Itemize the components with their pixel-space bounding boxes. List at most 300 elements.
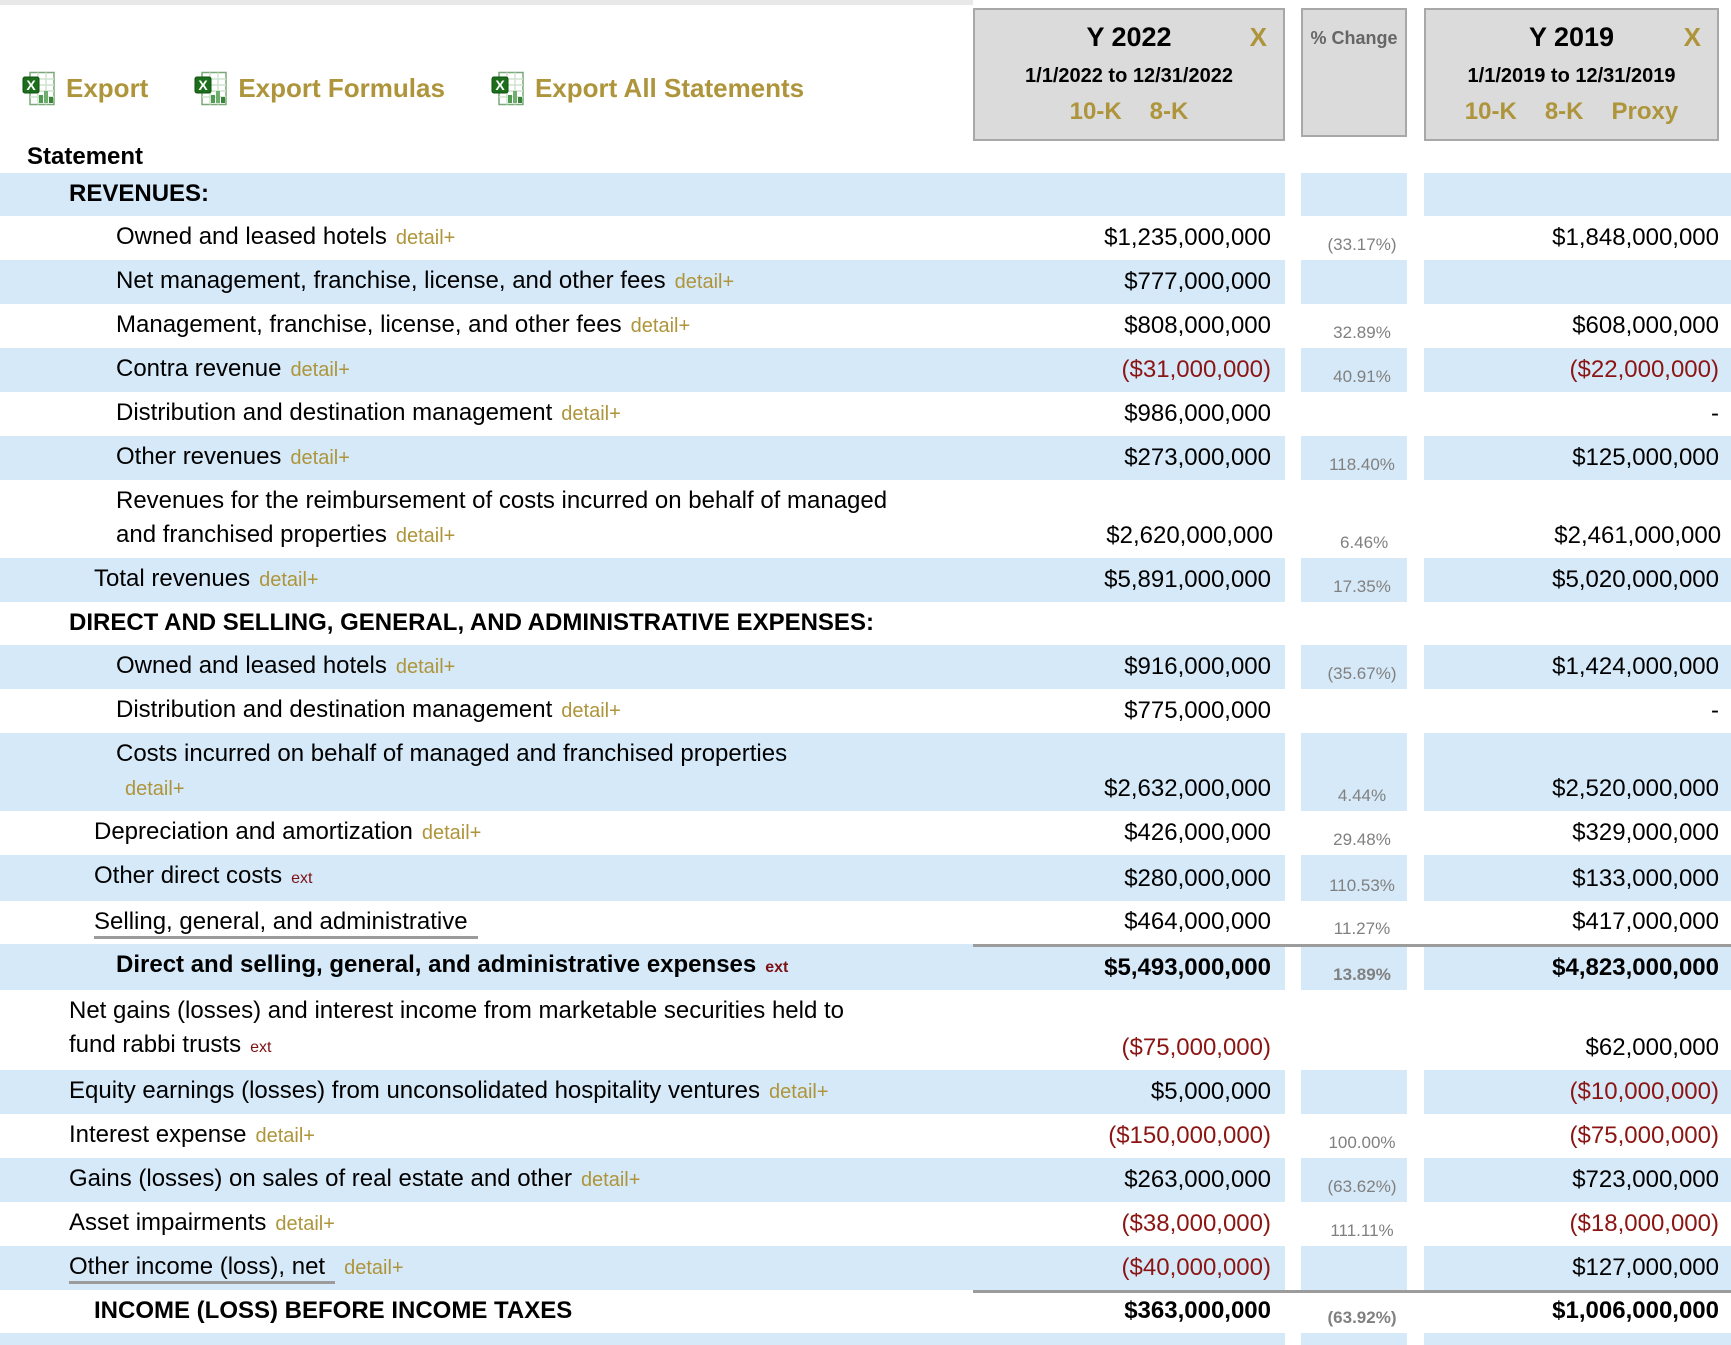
row-label: Total revenues (94, 565, 251, 592)
value-2022: $1,235,000,000 (1104, 224, 1271, 251)
row-label: Gains (losses) on sales of real estate and other (69, 1165, 572, 1192)
value-2019: $5,020,000,000 (1552, 566, 1719, 593)
statement-row (0, 173, 1731, 216)
row-label-cell (0, 1202, 973, 1246)
row-label-line (116, 396, 885, 431)
statement-row (0, 811, 1731, 855)
value-2019: $133,000,000 (1572, 865, 1719, 892)
value-2019-cell (1424, 855, 1731, 901)
row-label-line (116, 518, 887, 553)
value-2022: $426,000,000 (1124, 819, 1271, 846)
export-button[interactable] (22, 70, 148, 107)
value-2019: ($22,000,000) (1569, 356, 1719, 383)
detail-link[interactable]: detail+ (125, 778, 185, 800)
value-2019-cell (1424, 1158, 1731, 1202)
row-label: fund rabbi trusts (69, 1031, 242, 1058)
column-gap (1285, 173, 1301, 216)
row-label-line (69, 1206, 885, 1241)
row-label-cell (0, 1158, 973, 1202)
column-gap (1285, 602, 1301, 645)
pct-change: (63.62%) (1327, 1177, 1397, 1196)
pct-change: 6.46% (1339, 533, 1389, 552)
filing-link-10k[interactable]: 10-K (1464, 98, 1517, 125)
row-label-cell (0, 480, 975, 558)
column-gap (1285, 304, 1301, 348)
detail-link[interactable]: detail+ (769, 1081, 829, 1103)
column-gap (1407, 1114, 1424, 1158)
value-2019-cell (1424, 348, 1731, 392)
value-2019: $1,006,000,000 (1552, 1297, 1719, 1324)
value-2022-cell (973, 1158, 1285, 1202)
statement-row (0, 436, 1731, 480)
value-2019: $417,000,000 (1572, 908, 1719, 935)
value-2019-cell (1424, 990, 1731, 1070)
value-2019-cell (1424, 260, 1731, 304)
value-2019-cell (1424, 1246, 1731, 1290)
column-gap (1285, 216, 1301, 260)
pct-change: 17.35% (1333, 577, 1391, 596)
period-column-box (973, 8, 1285, 141)
excel-icon (22, 70, 56, 107)
row-label-cell (0, 944, 973, 990)
value-2022-cell (973, 990, 1285, 1070)
row-label-cell (0, 1114, 973, 1158)
value-2019: - (1711, 400, 1719, 427)
column-gap (1285, 558, 1301, 602)
pct-change: 100.00% (1328, 1133, 1396, 1152)
row-label-line (69, 606, 885, 640)
row-label-line (69, 1162, 885, 1197)
statement-row (0, 558, 1731, 602)
column-gap (1407, 1202, 1424, 1246)
row-label-cell (0, 304, 973, 348)
value-2022-cell (973, 348, 1285, 392)
detail-link[interactable]: detail+ (395, 227, 456, 249)
value-2019: $2,461,000,000 (1554, 522, 1722, 549)
detail-link[interactable]: detail+ (290, 447, 350, 469)
value-2022: $2,620,000,000 (1106, 522, 1274, 549)
statement-table-body (0, 173, 1731, 1345)
next-row-partial (0, 1333, 1731, 1345)
column-gap (1407, 260, 1424, 304)
row-label: Owned and leased hotels (116, 652, 387, 679)
row-label-line (116, 220, 885, 255)
column-gap (1285, 1246, 1301, 1290)
row-label: Interest expense (69, 1121, 247, 1148)
export-label: Export (66, 72, 149, 103)
filing-link-8k[interactable]: 8-K (1149, 98, 1189, 125)
column-gap (1407, 1290, 1424, 1333)
value-2019: $329,000,000 (1572, 819, 1719, 846)
row-label-line (69, 1250, 885, 1285)
filing-link-proxy[interactable]: Proxy (1611, 98, 1679, 125)
column-gap (1407, 304, 1424, 348)
svg-text:X: X (198, 76, 209, 93)
column-gap (1407, 1246, 1424, 1290)
column-gap (1285, 944, 1301, 990)
pct-change-cell (1301, 392, 1407, 436)
column-gap (1285, 436, 1301, 480)
svg-text:X: X (26, 76, 36, 93)
filing-link-8k[interactable]: 8-K (1544, 98, 1584, 125)
pct-change-cell (1301, 1202, 1407, 1246)
value-2019-cell (1424, 602, 1731, 645)
ext-link[interactable]: ext (291, 870, 313, 887)
value-2022-cell (973, 1246, 1285, 1290)
value-2022-cell (973, 1070, 1285, 1114)
detail-link[interactable]: detail+ (290, 359, 350, 381)
pct-change: 13.89% (1333, 965, 1391, 984)
column-gap (1407, 733, 1424, 811)
column-gap (1407, 811, 1424, 855)
pct-change-cell (1301, 216, 1407, 260)
pct-change-cell (1301, 1070, 1407, 1114)
export-label: Export Formulas (238, 72, 445, 103)
statement-row (0, 260, 1731, 304)
value-2022: $808,000,000 (1124, 312, 1271, 339)
column-gap (1407, 990, 1424, 1070)
excel-icon (194, 70, 228, 107)
pct-change: 40.91% (1333, 367, 1391, 386)
value-2022: ($75,000,000) (1121, 1034, 1271, 1061)
value-2019: $1,848,000,000 (1552, 224, 1719, 251)
row-label-cell (0, 602, 973, 645)
detail-link[interactable]: detail+ (561, 403, 621, 425)
column-gap (1285, 392, 1301, 436)
value-2019-cell (1424, 811, 1731, 855)
row-label: Equity earnings (losses) from unconsolidated hospitality ventures (69, 1077, 761, 1104)
next-row-cell (973, 1333, 1285, 1345)
pct-change: 29.48% (1333, 830, 1391, 849)
row-label-cell (0, 260, 973, 304)
detail-link[interactable]: detail+ (561, 700, 621, 722)
column-gap (1407, 1070, 1424, 1114)
pct-change-cell (1301, 811, 1407, 855)
pct-change-cell (1301, 260, 1407, 304)
statement-section-label: Statement (27, 143, 144, 170)
pct-change: 32.89% (1333, 323, 1391, 342)
column-period-y2022: 1/1/2022 to 12/31/2022 (1025, 65, 1233, 87)
value-2022: $2,632,000,000 (1104, 775, 1271, 802)
pct-change-cell (1301, 990, 1407, 1070)
row-label-line (69, 1074, 885, 1109)
value-2022-cell (973, 304, 1285, 348)
row-label-cell (0, 990, 973, 1070)
row-label-line (94, 815, 885, 850)
column-gap (1287, 480, 1303, 558)
row-label-line (116, 264, 885, 299)
value-2019: $723,000,000 (1572, 1166, 1719, 1193)
value-2022: $5,891,000,000 (1104, 566, 1271, 593)
column-gap (1407, 216, 1424, 260)
row-label: REVENUES: (69, 180, 210, 207)
value-2022-cell (973, 602, 1285, 645)
svg-text:X: X (495, 76, 505, 93)
value-2019: $4,823,000,000 (1552, 954, 1719, 981)
pct-change-cell (1301, 901, 1407, 944)
statement-row (0, 1202, 1731, 1246)
column-gap (1409, 480, 1426, 558)
row-label-cell (0, 855, 973, 901)
export-label: Export All Statements (534, 72, 805, 103)
filing-links-2022 (975, 98, 1283, 126)
value-2019-cell (1424, 436, 1731, 480)
value-2022-cell (973, 645, 1285, 689)
pct-change-cell (1301, 348, 1407, 392)
row-label: INCOME (LOSS) BEFORE INCOME TAXES (94, 1297, 573, 1324)
row-label: Costs incurred on behalf of managed and franchised properties (116, 740, 788, 767)
column-period-y2019: 1/1/2019 to 12/31/2019 (1467, 65, 1676, 87)
row-label: and franchised properties (116, 521, 387, 548)
value-2022-cell (973, 392, 1285, 436)
value-2019-cell (1424, 1114, 1731, 1158)
value-2022-cell (973, 944, 1285, 990)
column-gap (1285, 1158, 1301, 1202)
row-label: Asset impairments (69, 1209, 267, 1236)
export-formulas-button[interactable] (194, 70, 445, 107)
row-label: Owned and leased hotels (116, 223, 387, 250)
row-label-line (69, 994, 885, 1028)
detail-link[interactable]: detail+ (395, 525, 456, 547)
ext-link[interactable]: ext (250, 1039, 272, 1056)
value-2019-cell (1424, 1202, 1731, 1246)
detail-link[interactable]: detail+ (580, 1169, 641, 1191)
pct-change: 11.27% (1333, 919, 1391, 938)
value-2019-cell (1424, 1070, 1731, 1114)
detail-link[interactable]: detail+ (344, 1257, 404, 1279)
column-gap (1407, 855, 1424, 901)
value-2019-cell (1424, 944, 1731, 990)
column-title-y2019: Y 2019 (1528, 22, 1615, 52)
statement-row (0, 944, 1731, 990)
export-all-statements-button[interactable] (491, 70, 804, 107)
next-row-cell (1285, 1333, 1301, 1345)
value-2019-cell (1424, 645, 1731, 689)
detail-link[interactable]: detail+ (255, 1125, 315, 1147)
statement-row (0, 733, 1731, 811)
row-label: Contra revenue (116, 355, 282, 382)
detail-link[interactable]: detail+ (421, 822, 482, 844)
column-gap (1285, 1202, 1301, 1246)
detail-link[interactable]: detail+ (259, 569, 319, 591)
value-2022: $363,000,000 (1124, 1297, 1271, 1324)
detail-link[interactable]: detail+ (395, 656, 456, 678)
value-2019: $127,000,000 (1572, 1254, 1719, 1281)
close-column-icon[interactable]: X (1249, 22, 1267, 52)
row-label-line (69, 1028, 885, 1065)
next-row-cell (1407, 1333, 1424, 1345)
pct-change-cell (1303, 480, 1409, 558)
value-2022-cell (973, 260, 1285, 304)
pct-change-column-box (1301, 8, 1407, 137)
value-2022: $280,000,000 (1124, 865, 1271, 892)
value-2019-cell (1424, 733, 1731, 811)
column-gap (1407, 689, 1424, 733)
column-gap (1407, 173, 1424, 216)
pct-change-cell (1301, 558, 1407, 602)
detail-link[interactable]: detail+ (674, 271, 735, 293)
row-label-line (116, 693, 885, 728)
column-gap (1285, 1114, 1301, 1158)
value-2022: $263,000,000 (1124, 1166, 1271, 1193)
column-gap (1407, 348, 1424, 392)
column-header-y2022 (973, 5, 1285, 141)
statement-row (0, 1158, 1731, 1202)
value-2022: $916,000,000 (1124, 653, 1271, 680)
value-2019: ($18,000,000) (1569, 1210, 1719, 1237)
row-label-cell (0, 348, 973, 392)
pct-change-cell (1301, 855, 1407, 901)
pct-change-cell (1301, 733, 1407, 811)
detail-link[interactable]: detail+ (630, 315, 691, 337)
row-label-cell (0, 901, 973, 944)
value-2022-cell (973, 1290, 1285, 1333)
pct-change-cell (1301, 173, 1407, 216)
row-label-line (116, 649, 885, 684)
value-2019-cell (1424, 689, 1731, 733)
column-gap (1285, 348, 1301, 392)
column-gap (1407, 944, 1424, 990)
value-2022-cell (973, 173, 1285, 216)
row-label-line (69, 1118, 885, 1153)
next-row-cell (1424, 1333, 1731, 1345)
value-2022: $464,000,000 (1124, 908, 1271, 935)
column-gap (1285, 990, 1301, 1070)
column-gap (1285, 733, 1301, 811)
row-label-line (94, 562, 885, 597)
pct-change-cell (1301, 304, 1407, 348)
statement-row (0, 348, 1731, 392)
column-gap (1285, 5, 1301, 141)
column-header-pct-change (1301, 5, 1407, 141)
column-header-y2019 (1424, 5, 1731, 141)
column-gap (1285, 901, 1301, 944)
row-label-cell (0, 811, 973, 855)
row-label-line (116, 771, 885, 806)
row-label-cell (0, 689, 973, 733)
column-gap (1407, 558, 1424, 602)
column-gap (1407, 436, 1424, 480)
value-2022-cell (975, 480, 1287, 558)
value-2022-cell (973, 689, 1285, 733)
statement-row (0, 1290, 1731, 1333)
value-2019: - (1711, 697, 1719, 724)
value-2019: $1,424,000,000 (1552, 653, 1719, 680)
value-2019-cell (1424, 304, 1731, 348)
value-2022: $986,000,000 (1124, 400, 1271, 427)
row-label-cell (0, 1070, 973, 1114)
pct-change-cell (1301, 1290, 1407, 1333)
row-label: Distribution and destination management (116, 399, 553, 426)
pct-change-cell (1301, 602, 1407, 645)
pct-change: (33.17%) (1327, 235, 1397, 254)
row-label-line (69, 177, 885, 211)
row-label-cell (0, 1246, 973, 1290)
statement-row (0, 990, 1731, 1070)
statement-row (0, 602, 1731, 645)
export-toolbar (0, 5, 973, 141)
row-label-cell (0, 173, 973, 216)
pct-change-cell (1301, 436, 1407, 480)
pct-change-cell (1301, 944, 1407, 990)
row-label-cell (0, 558, 973, 602)
pct-change: 110.53% (1329, 876, 1395, 895)
statement-row (0, 480, 1731, 558)
value-2022-cell (973, 436, 1285, 480)
value-2022-cell (973, 558, 1285, 602)
row-label-cell (0, 1290, 973, 1333)
row-label-line (116, 352, 885, 387)
detail-link[interactable]: detail+ (275, 1213, 335, 1235)
value-2019: $608,000,000 (1572, 312, 1719, 339)
row-label: Net gains (losses) and interest income from marketable securities held to (69, 997, 845, 1024)
value-2022: $5,000,000 (1150, 1078, 1271, 1105)
pct-change: (35.67%) (1327, 664, 1397, 683)
row-label-cell (0, 392, 973, 436)
value-2019: $2,520,000,000 (1552, 775, 1719, 802)
row-label: Direct and selling, general, and administrative expenses (116, 951, 757, 978)
value-2019-cell (1424, 173, 1731, 216)
value-2022: $5,493,000,000 (1104, 954, 1271, 981)
row-label-cell (0, 645, 973, 689)
row-label-line (94, 1294, 885, 1328)
row-label: Other direct costs (94, 862, 283, 889)
pct-change: 4.44% (1337, 786, 1387, 805)
column-gap (1285, 811, 1301, 855)
row-label-line (116, 948, 885, 985)
pct-change-cell (1301, 645, 1407, 689)
pct-change-cell (1301, 1158, 1407, 1202)
row-label: Management, franchise, license, and other fees (116, 311, 622, 338)
pct-change-cell (1301, 1114, 1407, 1158)
row-label: Revenues for the reimbursement of costs incurred on behalf of managed (116, 487, 888, 514)
value-2019: $125,000,000 (1572, 444, 1719, 471)
value-2019-cell (1426, 480, 1731, 558)
row-label-line (94, 859, 885, 896)
statement-row (0, 855, 1731, 901)
filing-links-2019 (1426, 98, 1717, 126)
excel-icon (491, 70, 525, 107)
filing-link-10k[interactable]: 10-K (1069, 98, 1122, 125)
ext-link[interactable]: ext (765, 959, 789, 976)
column-gap (1407, 392, 1424, 436)
pct-change: 111.11% (1330, 1221, 1394, 1240)
pct-change-cell (1301, 689, 1407, 733)
statement-row (0, 901, 1731, 944)
row-label-cell (0, 436, 973, 480)
statement-row (0, 689, 1731, 733)
value-2022-cell (973, 1114, 1285, 1158)
column-gap (1285, 260, 1301, 304)
value-2022-cell (973, 216, 1285, 260)
value-2022: ($150,000,000) (1108, 1122, 1271, 1149)
value-2022-cell (973, 733, 1285, 811)
table-header (0, 5, 1731, 141)
value-2022: $273,000,000 (1124, 444, 1271, 471)
column-gap (1285, 645, 1301, 689)
next-row-cell (1301, 1333, 1407, 1345)
row-label-cell (0, 733, 973, 811)
value-2019-cell (1424, 1290, 1731, 1333)
statement-row (0, 392, 1731, 436)
period-column-box (1424, 8, 1719, 141)
row-label-line (116, 737, 885, 771)
close-column-icon[interactable]: X (1683, 22, 1701, 52)
row-label-cell (0, 216, 973, 260)
column-gap (1285, 855, 1301, 901)
column-gap (1407, 5, 1424, 141)
statement-row (0, 304, 1731, 348)
